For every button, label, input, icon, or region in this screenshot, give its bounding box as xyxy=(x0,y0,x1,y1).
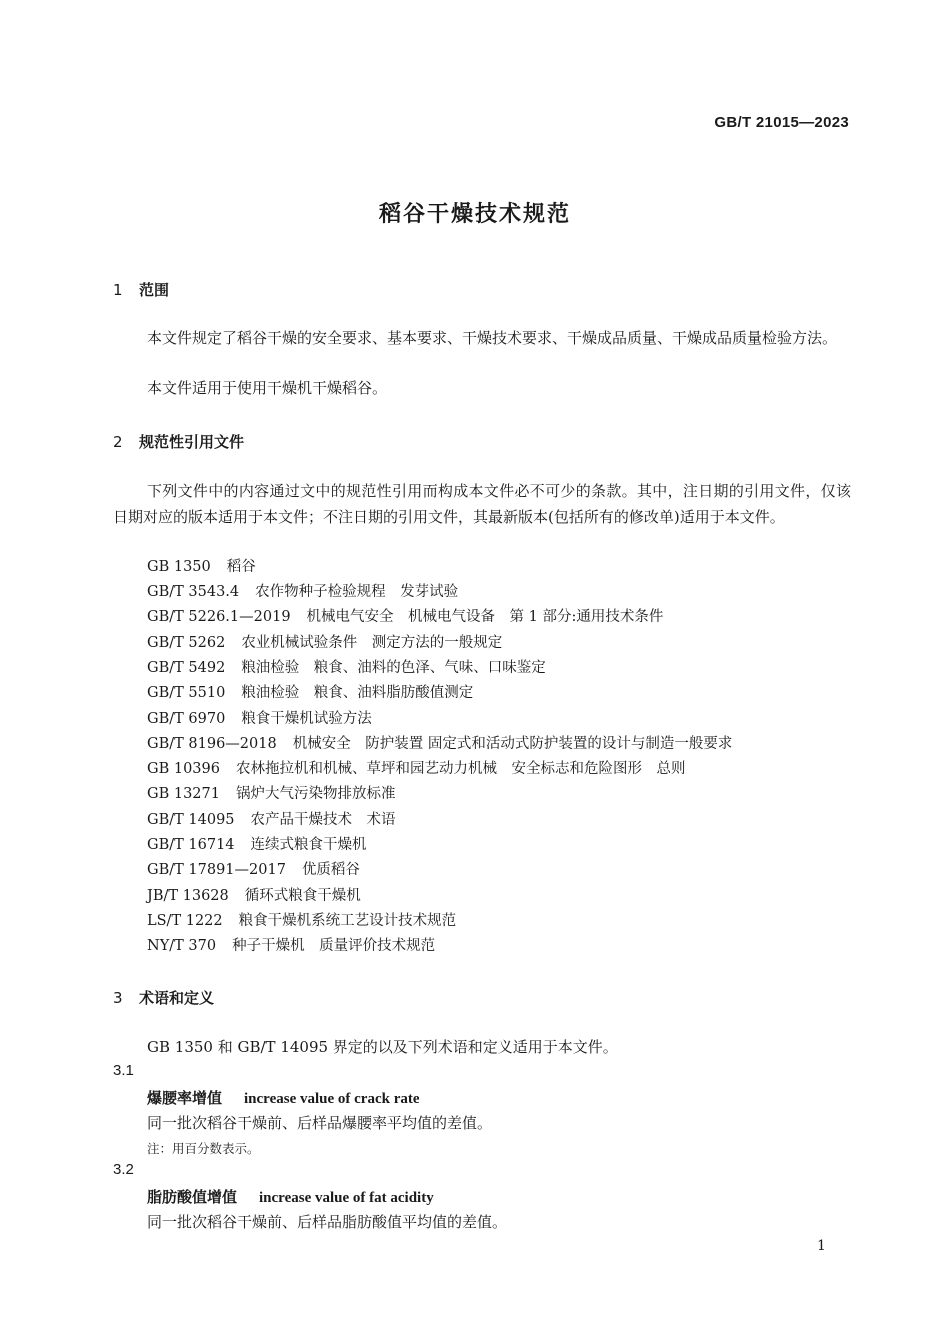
reference-item xyxy=(147,833,367,854)
term-chinese: 爆腰率增值 xyxy=(147,1089,223,1107)
reference-item xyxy=(147,580,458,601)
reference-item xyxy=(147,757,685,778)
reference-item xyxy=(147,858,360,879)
reference-title: 农林拖拉机和机械、草坪和园艺动力机械 安全标志和危险图形 总则 xyxy=(235,761,686,777)
clause-number: 3.1 xyxy=(113,1062,134,1079)
reference-title: 粮食干燥机试验方法 xyxy=(241,711,372,727)
section-title: 规范性引用文件 xyxy=(139,433,245,451)
standard-number: GB/T 21015—2023 xyxy=(714,114,849,131)
section-title: 术语和定义 xyxy=(139,989,215,1007)
reference-item xyxy=(147,631,502,652)
reference-item xyxy=(147,656,546,677)
reference-item xyxy=(147,681,473,702)
normative-intro-paragraph: 下列文件中的内容通过文中的规范性引用而构成本文件必不可少的条款。其中，注日期的引用文件，仅该日期对应的版本适用于本文件；不注日期的引用文件，其最新版本(包括所有的修改单)适用于本文件。 xyxy=(113,482,851,526)
reference-item xyxy=(147,934,435,955)
section-heading-terms xyxy=(113,987,214,1008)
reference-code: GB/T 5510 xyxy=(147,685,226,701)
reference-title: 粮油检验 粮食、油料脂肪酸值测定 xyxy=(241,685,474,701)
reference-code: GB/T 14095 xyxy=(147,812,235,828)
section-heading-scope xyxy=(113,279,169,300)
clause-number: 3.2 xyxy=(113,1161,134,1178)
section-title: 范围 xyxy=(139,281,170,299)
section-number: 2 xyxy=(113,433,123,451)
reference-item xyxy=(147,707,372,728)
scope-applicability: 本文件适用于使用干燥机干燥稻谷。 xyxy=(147,379,388,397)
reference-code: GB/T 16714 xyxy=(147,837,235,853)
reference-code: JB/T 13628 xyxy=(147,888,229,904)
reference-code: GB/T 5262 xyxy=(147,635,226,651)
reference-item xyxy=(147,605,663,626)
reference-title: 粮油检验 粮食、油料的色泽、气味、口味鉴定 xyxy=(241,660,546,676)
reference-title: 机械安全 防护装置 固定式和活动式防护装置的设计与制造一般要求 xyxy=(292,736,733,752)
reference-title: 稻谷 xyxy=(226,559,256,575)
reference-code: GB/T 6970 xyxy=(147,711,226,727)
terms-intro: GB 1350 和 GB/T 14095 界定的以及下列术语和定义适用于本文件。 xyxy=(147,1038,618,1056)
term-note: 注：用百分数表示。 xyxy=(147,1141,260,1156)
reference-code: GB/T 3543.4 xyxy=(147,584,240,600)
section-number: 3 xyxy=(113,989,123,1007)
reference-title: 锅炉大气污染物排放标准 xyxy=(235,786,396,802)
reference-code: GB 10396 xyxy=(147,761,220,777)
reference-title: 连续式粮食干燥机 xyxy=(250,837,367,853)
reference-title: 农产品干燥技术 术语 xyxy=(250,812,396,828)
reference-code: NY/T 370 xyxy=(147,938,217,954)
section-heading-normative-references xyxy=(113,431,244,452)
term-entry xyxy=(147,1186,434,1207)
reference-title: 农业机械试验条件 测定方法的一般规定 xyxy=(241,635,503,651)
term-chinese: 脂肪酸值增值 xyxy=(147,1188,238,1206)
reference-item xyxy=(147,782,395,803)
scope-paragraph: 本文件规定了稻谷干燥的安全要求、基本要求、干燥技术要求、干燥成品质量、干燥成品质量检验方法。 xyxy=(147,329,838,347)
reference-code: GB/T 8196—2018 xyxy=(147,736,277,752)
reference-item xyxy=(147,884,361,905)
term-english: increase value of fat acidity xyxy=(259,1190,434,1206)
reference-code: GB/T 17891—2017 xyxy=(147,862,286,878)
reference-title: 机械电气安全 机械电气设备 第 1 部分:通用技术条件 xyxy=(306,609,664,625)
reference-item xyxy=(147,732,732,753)
reference-title: 循环式粮食干燥机 xyxy=(244,888,361,904)
reference-code: GB 13271 xyxy=(147,786,220,802)
reference-title: 优质稻谷 xyxy=(301,862,360,878)
page-number: 1 xyxy=(817,1238,826,1254)
reference-title: 种子干燥机 质量评价技术规范 xyxy=(232,938,436,954)
term-definition: 同一批次稻谷干燥前、后样品爆腰率平均值的差值。 xyxy=(147,1114,493,1132)
document-title: 稻谷干燥技术规范 xyxy=(378,202,571,227)
reference-code: GB/T 5226.1—2019 xyxy=(147,609,291,625)
reference-title: 粮食干燥机系统工艺设计技术规范 xyxy=(238,913,457,929)
term-english: increase value of crack rate xyxy=(244,1091,420,1107)
reference-code: GB 1350 xyxy=(147,559,211,575)
reference-title: 农作物种子检验规程 发芽试验 xyxy=(255,584,459,600)
reference-item xyxy=(147,909,456,930)
reference-code: LS/T 1222 xyxy=(147,913,223,929)
term-definition: 同一批次稻谷干燥前、后样品脂肪酸值平均值的差值。 xyxy=(147,1213,508,1231)
reference-item xyxy=(147,808,396,829)
reference-item xyxy=(147,555,256,576)
term-entry xyxy=(147,1087,420,1108)
section-number: 1 xyxy=(113,281,123,299)
reference-code: GB/T 5492 xyxy=(147,660,226,676)
